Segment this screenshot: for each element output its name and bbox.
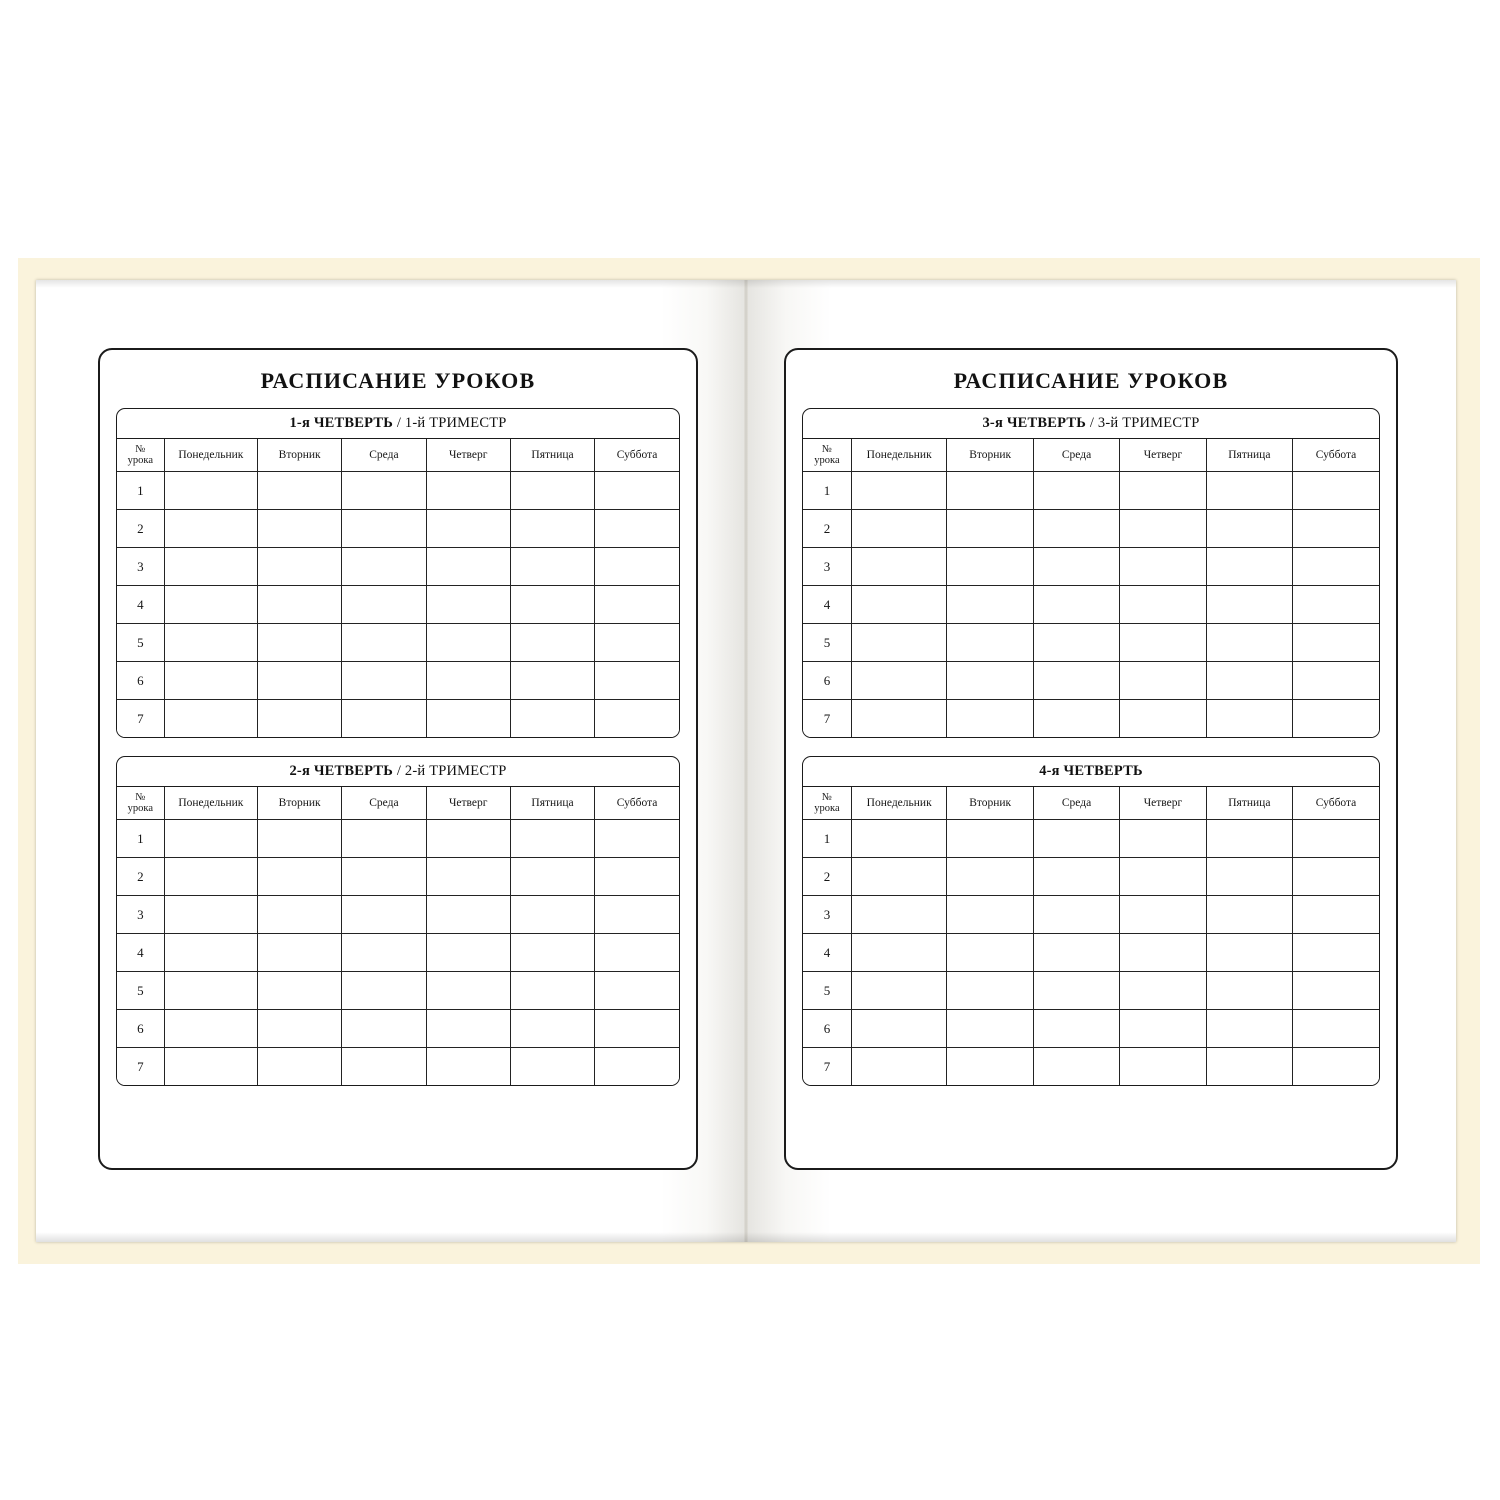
row-number: 5 xyxy=(117,624,164,662)
cell-monday[interactable] xyxy=(851,662,947,700)
cell-monday[interactable] xyxy=(164,820,257,858)
table-row xyxy=(803,510,1379,548)
cell-friday[interactable] xyxy=(1206,624,1292,662)
cell-friday[interactable] xyxy=(1206,472,1292,510)
cell-monday[interactable] xyxy=(851,586,947,624)
row-number: 1 xyxy=(803,472,851,510)
cell-friday[interactable] xyxy=(510,472,594,510)
cell-thursday[interactable] xyxy=(1120,510,1206,548)
row-number: 4 xyxy=(117,586,164,624)
table-row xyxy=(117,934,679,972)
column-header-monday: Понедельник xyxy=(851,787,947,820)
row-number: 1 xyxy=(117,820,164,858)
cell-tuesday[interactable] xyxy=(257,624,341,662)
table-row xyxy=(803,472,1379,510)
cell-monday[interactable] xyxy=(164,1010,257,1048)
cell-saturday[interactable] xyxy=(595,972,679,1010)
notebook-spread xyxy=(36,280,1456,1242)
block-title-quarter-3 xyxy=(803,409,1379,439)
cell-wednesday[interactable] xyxy=(1033,586,1119,624)
block-title-quarter-4-bold: 4-я ЧЕТВЕРТЬ xyxy=(1039,763,1143,779)
cell-tuesday[interactable] xyxy=(257,510,341,548)
table-row xyxy=(117,586,679,624)
cell-tuesday[interactable] xyxy=(257,858,341,896)
cell-monday[interactable] xyxy=(851,700,947,738)
cell-thursday[interactable] xyxy=(1120,820,1206,858)
column-header-thursday: Четверг xyxy=(1120,439,1206,472)
cell-monday[interactable] xyxy=(851,624,947,662)
row-number: 3 xyxy=(803,896,851,934)
column-header-tuesday: Вторник xyxy=(257,787,341,820)
schedule-block-quarter-3 xyxy=(802,408,1380,738)
cell-tuesday[interactable] xyxy=(947,586,1033,624)
cell-saturday[interactable] xyxy=(1293,934,1379,972)
table-row xyxy=(117,700,679,738)
cell-monday[interactable] xyxy=(851,1048,947,1086)
cell-monday[interactable] xyxy=(851,972,947,1010)
cell-monday[interactable] xyxy=(164,586,257,624)
cell-thursday[interactable] xyxy=(1120,972,1206,1010)
cell-friday[interactable] xyxy=(510,586,594,624)
row-number: 4 xyxy=(803,934,851,972)
cell-wednesday[interactable] xyxy=(1033,624,1119,662)
cell-tuesday[interactable] xyxy=(947,896,1033,934)
cell-monday[interactable] xyxy=(851,934,947,972)
cell-thursday[interactable] xyxy=(426,624,510,662)
cell-saturday[interactable] xyxy=(1293,1010,1379,1048)
header-num-line1: № xyxy=(135,443,146,455)
row-number: 1 xyxy=(803,820,851,858)
cell-tuesday[interactable] xyxy=(257,896,341,934)
cell-saturday[interactable] xyxy=(595,548,679,586)
cell-saturday[interactable] xyxy=(1293,586,1379,624)
column-header-monday: Понедельник xyxy=(164,787,257,820)
cell-tuesday[interactable] xyxy=(947,662,1033,700)
table-row xyxy=(117,662,679,700)
block-title-quarter-1-bold: 1-я ЧЕТВЕРТЬ xyxy=(289,415,394,431)
column-header-saturday: Суббота xyxy=(595,787,679,820)
cell-wednesday[interactable] xyxy=(1033,858,1119,896)
cell-saturday[interactable] xyxy=(1293,896,1379,934)
cell-wednesday[interactable] xyxy=(342,934,426,972)
row-number: 2 xyxy=(117,858,164,896)
cell-thursday[interactable] xyxy=(426,662,510,700)
cell-saturday[interactable] xyxy=(1293,548,1379,586)
cell-tuesday[interactable] xyxy=(257,662,341,700)
cell-wednesday[interactable] xyxy=(342,624,426,662)
cell-tuesday[interactable] xyxy=(257,1010,341,1048)
cell-thursday[interactable] xyxy=(426,858,510,896)
cell-saturday[interactable] xyxy=(595,820,679,858)
schedule-table-quarter-3 xyxy=(803,439,1379,737)
cell-saturday[interactable] xyxy=(1293,1048,1379,1086)
column-header-lesson-number xyxy=(803,787,851,820)
table-row xyxy=(803,700,1379,738)
cell-monday[interactable] xyxy=(851,472,947,510)
column-header-thursday: Четверг xyxy=(1120,787,1206,820)
cell-tuesday[interactable] xyxy=(947,972,1033,1010)
column-header-wednesday: Среда xyxy=(342,787,426,820)
cell-wednesday[interactable] xyxy=(342,548,426,586)
cell-saturday[interactable] xyxy=(595,662,679,700)
row-number: 1 xyxy=(117,472,164,510)
table-header-row xyxy=(117,787,679,820)
cell-monday[interactable] xyxy=(164,858,257,896)
schedule-table-quarter-1 xyxy=(117,439,679,737)
cell-friday[interactable] xyxy=(510,972,594,1010)
row-number: 3 xyxy=(803,548,851,586)
header-num-line2: урока xyxy=(814,803,840,814)
table-row xyxy=(803,896,1379,934)
cell-friday[interactable] xyxy=(510,624,594,662)
cell-tuesday[interactable] xyxy=(257,934,341,972)
table-row xyxy=(117,472,679,510)
cell-thursday[interactable] xyxy=(426,1010,510,1048)
cell-friday[interactable] xyxy=(1206,934,1292,972)
row-number: 5 xyxy=(803,624,851,662)
cell-tuesday[interactable] xyxy=(947,548,1033,586)
cell-monday[interactable] xyxy=(851,858,947,896)
table-row xyxy=(803,548,1379,586)
cell-wednesday[interactable] xyxy=(342,510,426,548)
header-num-line1: № xyxy=(821,791,832,803)
cell-saturday[interactable] xyxy=(1293,472,1379,510)
table-row xyxy=(803,858,1379,896)
right-page-title: РАСПИСАНИЕ УРОКОВ xyxy=(953,368,1229,393)
cell-saturday[interactable] xyxy=(595,858,679,896)
cell-wednesday[interactable] xyxy=(1033,1010,1119,1048)
cell-wednesday[interactable] xyxy=(342,1048,426,1086)
cell-friday[interactable] xyxy=(1206,820,1292,858)
cell-wednesday[interactable] xyxy=(342,700,426,738)
cell-monday[interactable] xyxy=(164,472,257,510)
cell-saturday[interactable] xyxy=(1293,662,1379,700)
row-number: 5 xyxy=(803,972,851,1010)
cell-saturday[interactable] xyxy=(1293,510,1379,548)
row-number: 3 xyxy=(117,548,164,586)
cell-wednesday[interactable] xyxy=(342,972,426,1010)
table-row xyxy=(117,548,679,586)
cell-thursday[interactable] xyxy=(426,510,510,548)
cell-thursday[interactable] xyxy=(426,472,510,510)
cell-monday[interactable] xyxy=(164,662,257,700)
cell-tuesday[interactable] xyxy=(257,548,341,586)
table-row xyxy=(803,624,1379,662)
cell-friday[interactable] xyxy=(1206,1048,1292,1086)
cell-saturday[interactable] xyxy=(595,624,679,662)
cell-wednesday[interactable] xyxy=(1033,896,1119,934)
cell-wednesday[interactable] xyxy=(1033,700,1119,738)
header-num-line1: № xyxy=(135,791,146,803)
cell-monday[interactable] xyxy=(164,972,257,1010)
cell-tuesday[interactable] xyxy=(947,934,1033,972)
cell-wednesday[interactable] xyxy=(342,586,426,624)
cell-friday[interactable] xyxy=(510,1010,594,1048)
cell-saturday[interactable] xyxy=(1293,624,1379,662)
schedule-block-quarter-2 xyxy=(116,756,680,1086)
column-header-lesson-number xyxy=(117,439,164,472)
cell-saturday[interactable] xyxy=(1293,858,1379,896)
header-num-line2: урока xyxy=(814,455,840,466)
column-header-saturday: Суббота xyxy=(1293,439,1379,472)
table-row xyxy=(117,858,679,896)
cell-friday[interactable] xyxy=(1206,510,1292,548)
cell-saturday[interactable] xyxy=(595,700,679,738)
row-number: 5 xyxy=(117,972,164,1010)
cell-monday[interactable] xyxy=(164,896,257,934)
cell-friday[interactable] xyxy=(1206,662,1292,700)
cell-friday[interactable] xyxy=(1206,700,1292,738)
cell-saturday[interactable] xyxy=(595,472,679,510)
cell-wednesday[interactable] xyxy=(342,858,426,896)
schedule-table-quarter-2 xyxy=(117,787,679,1085)
block-title-quarter-2 xyxy=(117,757,679,787)
cell-tuesday[interactable] xyxy=(257,700,341,738)
row-number: 6 xyxy=(803,662,851,700)
row-number: 7 xyxy=(803,700,851,738)
cell-saturday[interactable] xyxy=(1293,820,1379,858)
cell-tuesday[interactable] xyxy=(947,858,1033,896)
cell-friday[interactable] xyxy=(1206,548,1292,586)
schedule-table-quarter-4 xyxy=(803,787,1379,1085)
column-header-tuesday: Вторник xyxy=(947,787,1033,820)
cell-thursday[interactable] xyxy=(426,896,510,934)
cell-thursday[interactable] xyxy=(426,548,510,586)
cell-tuesday[interactable] xyxy=(947,1048,1033,1086)
cell-monday[interactable] xyxy=(164,1048,257,1086)
table-row xyxy=(803,586,1379,624)
table-header-row xyxy=(117,439,679,472)
cell-thursday[interactable] xyxy=(1120,700,1206,738)
cell-tuesday[interactable] xyxy=(947,472,1033,510)
cell-wednesday[interactable] xyxy=(1033,972,1119,1010)
cell-wednesday[interactable] xyxy=(1033,934,1119,972)
cell-friday[interactable] xyxy=(510,858,594,896)
column-header-friday: Пятница xyxy=(1206,787,1292,820)
schedule-block-quarter-1 xyxy=(116,408,680,738)
row-number: 2 xyxy=(803,858,851,896)
cell-thursday[interactable] xyxy=(1120,548,1206,586)
row-number: 6 xyxy=(117,662,164,700)
block-title-quarter-2-bold: 2-я ЧЕТВЕРТЬ xyxy=(289,763,394,779)
cell-saturday[interactable] xyxy=(1293,700,1379,738)
header-num-line2: урока xyxy=(127,455,154,466)
cell-thursday[interactable] xyxy=(1120,624,1206,662)
cell-saturday[interactable] xyxy=(595,1010,679,1048)
cell-tuesday[interactable] xyxy=(257,1048,341,1086)
cell-friday[interactable] xyxy=(510,700,594,738)
table-row xyxy=(803,1010,1379,1048)
table-header-row xyxy=(803,787,1379,820)
cell-wednesday[interactable] xyxy=(342,662,426,700)
cell-wednesday[interactable] xyxy=(342,472,426,510)
block-title-quarter-2-rest: / 2-й ТРИМЕСТР xyxy=(393,763,507,779)
column-header-wednesday: Среда xyxy=(342,439,426,472)
table-row xyxy=(117,510,679,548)
cell-saturday[interactable] xyxy=(595,896,679,934)
cell-friday[interactable] xyxy=(1206,858,1292,896)
cell-thursday[interactable] xyxy=(426,700,510,738)
cell-tuesday[interactable] xyxy=(947,624,1033,662)
table-row xyxy=(117,1010,679,1048)
block-title-quarter-3-rest: / 3-й ТРИМЕСТР xyxy=(1086,415,1200,431)
column-header-monday: Понедельник xyxy=(164,439,257,472)
row-number: 4 xyxy=(803,586,851,624)
row-number: 7 xyxy=(117,1048,164,1086)
gutter-shading-left xyxy=(706,280,746,1242)
cell-tuesday[interactable] xyxy=(257,472,341,510)
column-header-thursday: Четверг xyxy=(426,787,510,820)
block-title-quarter-1-rest: / 1-й ТРИМЕСТР xyxy=(393,415,507,431)
cell-monday[interactable] xyxy=(851,1010,947,1048)
cell-wednesday[interactable] xyxy=(342,1010,426,1048)
cell-thursday[interactable] xyxy=(1120,858,1206,896)
column-header-lesson-number xyxy=(803,439,851,472)
cell-thursday[interactable] xyxy=(1120,1010,1206,1048)
cell-thursday[interactable] xyxy=(426,820,510,858)
cell-monday[interactable] xyxy=(851,896,947,934)
row-number: 2 xyxy=(117,510,164,548)
page-fold xyxy=(744,280,748,1242)
left-page-frame xyxy=(98,348,698,1170)
table-row xyxy=(117,624,679,662)
header-num-line2: урока xyxy=(127,803,154,814)
cell-friday[interactable] xyxy=(510,1048,594,1086)
table-header-row xyxy=(803,439,1379,472)
gutter-shading-right xyxy=(746,280,786,1242)
column-header-tuesday: Вторник xyxy=(257,439,341,472)
column-header-tuesday: Вторник xyxy=(947,439,1033,472)
cell-saturday[interactable] xyxy=(1293,972,1379,1010)
table-row xyxy=(117,1048,679,1086)
table-row xyxy=(803,972,1379,1010)
block-title-quarter-1 xyxy=(117,409,679,439)
row-number: 6 xyxy=(117,1010,164,1048)
cell-monday[interactable] xyxy=(164,624,257,662)
cell-saturday[interactable] xyxy=(595,586,679,624)
cell-monday[interactable] xyxy=(164,934,257,972)
cell-monday[interactable] xyxy=(851,548,947,586)
header-num-line1: № xyxy=(821,443,832,455)
cell-wednesday[interactable] xyxy=(1033,820,1119,858)
cell-monday[interactable] xyxy=(164,700,257,738)
column-header-thursday: Четверг xyxy=(426,439,510,472)
row-number: 3 xyxy=(117,896,164,934)
cell-monday[interactable] xyxy=(164,548,257,586)
column-header-friday: Пятница xyxy=(510,439,594,472)
column-header-saturday: Суббота xyxy=(595,439,679,472)
cell-thursday[interactable] xyxy=(426,972,510,1010)
cell-thursday[interactable] xyxy=(426,934,510,972)
cell-wednesday[interactable] xyxy=(342,820,426,858)
right-page-frame xyxy=(784,348,1398,1170)
cell-wednesday[interactable] xyxy=(1033,662,1119,700)
row-number: 2 xyxy=(803,510,851,548)
left-page xyxy=(36,280,746,1242)
cell-friday[interactable] xyxy=(510,510,594,548)
schedule-block-quarter-4 xyxy=(802,756,1380,1086)
cell-thursday[interactable] xyxy=(426,1048,510,1086)
cell-friday[interactable] xyxy=(510,548,594,586)
cell-wednesday[interactable] xyxy=(342,896,426,934)
cell-thursday[interactable] xyxy=(1120,1048,1206,1086)
column-header-monday: Понедельник xyxy=(851,439,947,472)
cell-wednesday[interactable] xyxy=(1033,510,1119,548)
column-header-lesson-number xyxy=(117,787,164,820)
table-row xyxy=(803,820,1379,858)
cell-saturday[interactable] xyxy=(595,934,679,972)
column-header-saturday: Суббота xyxy=(1293,787,1379,820)
cell-tuesday[interactable] xyxy=(947,1010,1033,1048)
cell-monday[interactable] xyxy=(851,510,947,548)
column-header-wednesday: Среда xyxy=(1033,439,1119,472)
cell-thursday[interactable] xyxy=(1120,472,1206,510)
cell-saturday[interactable] xyxy=(595,510,679,548)
cell-thursday[interactable] xyxy=(1120,586,1206,624)
cell-monday[interactable] xyxy=(164,510,257,548)
block-title-quarter-4 xyxy=(803,757,1379,787)
row-number: 4 xyxy=(117,934,164,972)
right-page xyxy=(746,280,1456,1242)
cell-monday[interactable] xyxy=(851,820,947,858)
row-number: 6 xyxy=(803,1010,851,1048)
column-header-friday: Пятница xyxy=(510,787,594,820)
cell-friday[interactable] xyxy=(510,934,594,972)
table-row xyxy=(803,662,1379,700)
left-page-title: РАСПИСАНИЕ УРОКОВ xyxy=(260,368,536,393)
cell-thursday[interactable] xyxy=(1120,934,1206,972)
table-row xyxy=(117,896,679,934)
table-row xyxy=(803,1048,1379,1086)
cell-tuesday[interactable] xyxy=(947,510,1033,548)
cell-tuesday[interactable] xyxy=(257,820,341,858)
cell-tuesday[interactable] xyxy=(257,586,341,624)
row-number: 7 xyxy=(803,1048,851,1086)
cell-friday[interactable] xyxy=(510,662,594,700)
cell-thursday[interactable] xyxy=(1120,896,1206,934)
row-number: 7 xyxy=(117,700,164,738)
cell-saturday[interactable] xyxy=(595,1048,679,1086)
cell-wednesday[interactable] xyxy=(1033,548,1119,586)
table-row xyxy=(803,934,1379,972)
column-header-friday: Пятница xyxy=(1206,439,1292,472)
cell-tuesday[interactable] xyxy=(257,972,341,1010)
cell-thursday[interactable] xyxy=(1120,662,1206,700)
cell-friday[interactable] xyxy=(1206,972,1292,1010)
block-title-quarter-3-bold: 3-я ЧЕТВЕРТЬ xyxy=(982,415,1087,431)
cell-thursday[interactable] xyxy=(426,586,510,624)
cell-wednesday[interactable] xyxy=(1033,1048,1119,1086)
cell-friday[interactable] xyxy=(1206,1010,1292,1048)
cell-tuesday[interactable] xyxy=(947,820,1033,858)
cell-wednesday[interactable] xyxy=(1033,472,1119,510)
cell-friday[interactable] xyxy=(510,896,594,934)
cell-tuesday[interactable] xyxy=(947,700,1033,738)
cell-friday[interactable] xyxy=(510,820,594,858)
column-header-wednesday: Среда xyxy=(1033,787,1119,820)
table-row xyxy=(117,820,679,858)
cell-friday[interactable] xyxy=(1206,586,1292,624)
cell-friday[interactable] xyxy=(1206,896,1292,934)
table-row xyxy=(117,972,679,1010)
